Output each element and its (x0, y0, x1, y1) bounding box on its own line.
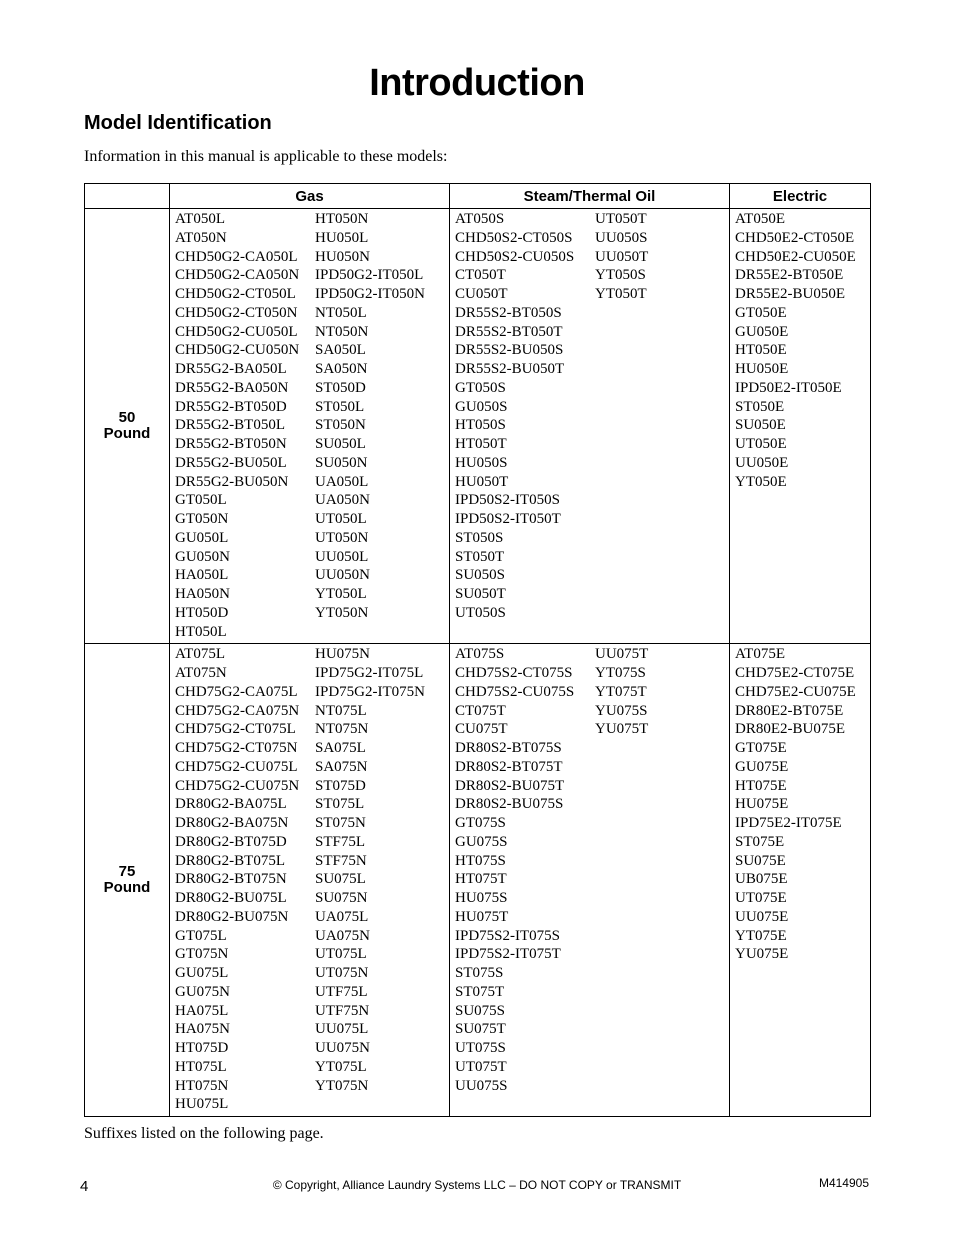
model-number: SU050T (455, 586, 506, 602)
model-number: UT075S (455, 1040, 506, 1056)
page-number: 4 (80, 1178, 89, 1195)
model-number: NT075N (315, 721, 369, 738)
model-number: STF75N (315, 852, 367, 869)
model-number: CHD50S2-CU050S (455, 248, 575, 265)
model-number: DR55G2-BT050L (175, 417, 285, 434)
model-number: GT075N (175, 946, 229, 963)
document-number: M414905 (818, 1176, 869, 1190)
model-number: CHD50G2-CT050N (175, 304, 298, 321)
header-row (85, 184, 871, 209)
header-gas: Gas (170, 184, 450, 209)
model-number: AT050L (175, 211, 225, 227)
model-number: SU075E (735, 852, 786, 869)
electric-models-cell (730, 209, 871, 644)
model-number: SA050N (315, 361, 368, 377)
model-number: YU075T (595, 721, 649, 738)
model-number: SU050L (315, 436, 366, 452)
model-number: UT050E (735, 436, 787, 452)
model-number: HT075N (175, 1077, 229, 1094)
model-number: HU075L (175, 1096, 229, 1113)
model-number: HT075L (175, 1058, 227, 1075)
model-number: SA075N (315, 758, 368, 775)
model-number: DR55S2-BT050S (455, 304, 562, 321)
model-number: UT050T (595, 211, 647, 227)
model-number: SU075N (315, 890, 368, 906)
model-number: CHD50G2-CU050L (175, 323, 298, 340)
model-number: UTF75L (315, 983, 368, 1000)
model-number: HU075S (455, 890, 508, 906)
model-number: UT075L (315, 946, 367, 963)
model-number: UU075L (315, 1021, 369, 1038)
model-number: AT075S (455, 646, 505, 663)
model-number: CU075T (455, 721, 508, 738)
model-number: HT050D (175, 604, 229, 621)
model-number: HU050L (315, 229, 369, 246)
model-number: ST050S (455, 529, 504, 546)
model-number: IPD50G2-IT050N (315, 286, 425, 302)
model-number: HT075S (455, 852, 506, 869)
model-number: HU050S (455, 454, 508, 471)
model-number: YT050L (315, 586, 367, 602)
model-number: HU075N (315, 646, 370, 663)
model-number: CHD50G2-CT050L (175, 286, 296, 302)
model-number: SU075T (455, 1021, 506, 1038)
header-empty (85, 184, 170, 209)
model-number: UU075E (735, 908, 789, 925)
model-number: HT075E (735, 777, 787, 794)
steam-models-cell (450, 644, 730, 1117)
copyright-notice: © Copyright, Alliance Laundry Systems LLC – DO NOT COPY or TRANSMIT (272, 1178, 682, 1192)
model-number: IPD50G2-IT050L (315, 267, 424, 284)
model-number: IPD50E2-IT050E (735, 379, 842, 396)
model-number: HU050T (455, 473, 509, 490)
model-number: HT050E (735, 342, 787, 359)
model-number: GU075L (175, 965, 229, 981)
electric-models-cell (730, 644, 871, 1117)
model-number: DR55G2-BA050N (175, 379, 289, 396)
model-number: GT075S (455, 815, 506, 831)
model-number: CHD50E2-CT050E (735, 229, 855, 246)
model-number: UA075N (315, 927, 370, 944)
model-number: UA050L (315, 473, 369, 490)
model-number: HA050L (175, 567, 229, 584)
model-number: UT075N (315, 965, 369, 981)
model-number: UA050N (315, 492, 370, 509)
row-label-75-pound (85, 644, 170, 1117)
model-number: AT075N (175, 665, 227, 681)
model-number: DR80S2-BU075T (455, 777, 565, 794)
model-number: HU050N (315, 248, 370, 265)
model-number: GU050S (455, 398, 508, 415)
model-number: HT050T (455, 436, 507, 452)
model-number: ST050E (735, 398, 785, 415)
model-number: CHD75G2-CT075L (175, 721, 296, 738)
model-number: YT075N (315, 1077, 369, 1094)
model-number: UT050N (315, 529, 369, 546)
model-number: YT075T (595, 683, 647, 700)
model-number: IPD50S2-IT050S (455, 492, 561, 509)
model-number: IPD75G2-IT075N (315, 683, 425, 700)
model-number: DR55G2-BT050D (175, 398, 287, 415)
model-number: HT050S (455, 417, 506, 434)
model-number: CHD75G2-CU075N (175, 777, 300, 794)
model-number: ST050L (315, 398, 365, 415)
intro-text: Information in this manual is applicable to these models: (84, 148, 448, 165)
model-number: UU075N (315, 1040, 370, 1056)
model-number: DR55S2-BU050T (455, 361, 565, 377)
model-number: GT075L (175, 927, 227, 944)
model-number: CHD75G2-CT075N (175, 740, 298, 756)
model-number: UU075S (455, 1077, 508, 1094)
model-number: DR55S2-BU050S (455, 342, 564, 359)
model-number: UT050S (455, 604, 506, 621)
model-number: ST050N (315, 417, 366, 434)
row-label-line: 50 (118, 409, 136, 427)
model-number: CU050T (455, 286, 508, 302)
row-label-line: Pound (103, 425, 151, 443)
model-number: DR80S2-BT075T (455, 758, 563, 775)
model-number: SU050N (315, 454, 368, 471)
model-number: HA050N (175, 586, 230, 602)
model-number: SU075S (455, 1002, 506, 1019)
model-number: YT050E (735, 473, 787, 490)
model-number: CHD75G2-CA075L (175, 683, 298, 700)
model-number: UU050T (595, 248, 649, 265)
model-number: AT050N (175, 229, 227, 246)
model-number: UT075T (455, 1058, 507, 1075)
model-number: HA075L (175, 1002, 229, 1019)
model-number: DR55G2-BT050N (175, 436, 287, 452)
model-number: YU075S (595, 702, 648, 719)
model-number: SU050E (735, 417, 786, 434)
row-label-line: Pound (103, 879, 151, 897)
model-number: UU050E (735, 454, 789, 471)
model-number: DR55E2-BU050E (735, 286, 845, 302)
model-number: DR55G2-BU050N (175, 473, 289, 490)
model-number: AT075E (735, 646, 785, 663)
model-number: ST075E (735, 833, 785, 850)
model-number: CHD50E2-CU050E (735, 248, 856, 265)
model-number: UT050L (315, 511, 367, 527)
model-number: YT075S (595, 665, 646, 681)
row-label-50-pound (85, 209, 170, 644)
model-number: DR55S2-BT050T (455, 323, 563, 340)
gas-models-cell (170, 644, 450, 1117)
table-row (85, 644, 871, 1117)
model-number: ST075T (455, 983, 505, 1000)
model-number: IPD75G2-IT075L (315, 665, 424, 681)
model-number: YT075L (315, 1058, 367, 1075)
model-number: YT050S (595, 267, 646, 284)
model-number: AT075L (175, 646, 225, 663)
model-number: CT050T (455, 267, 506, 284)
model-number: HU075T (455, 908, 509, 925)
model-number: SU075L (315, 871, 366, 888)
model-number: CHD50S2-CT050S (455, 229, 573, 246)
model-number: DR80G2-BT075L (175, 852, 285, 869)
model-number: GU075E (735, 758, 789, 775)
model-number: GU075S (455, 833, 508, 850)
model-number: DR80S2-BU075S (455, 796, 564, 813)
model-number: HT050L (175, 623, 227, 640)
model-number: ST050T (455, 548, 505, 565)
model-number: CHD75E2-CU075E (735, 683, 856, 700)
model-number: CHD75E2-CT075E (735, 665, 855, 681)
model-number: UB075E (735, 871, 788, 888)
model-number: ST075S (455, 965, 504, 981)
model-number: CHD50G2-CU050N (175, 342, 300, 359)
model-number: DR80G2-BA075L (175, 796, 287, 813)
model-number: DR55G2-BU050L (175, 454, 287, 471)
model-number: DR80G2-BT075D (175, 833, 287, 850)
model-number: SA050L (315, 342, 366, 359)
model-number: IPD50S2-IT050T (455, 511, 561, 527)
model-number: IPD75S2-IT075T (455, 946, 561, 963)
model-number: SA075L (315, 740, 366, 756)
model-number: UU050N (315, 567, 370, 584)
model-number: HU050E (735, 361, 789, 377)
model-number: HT050N (315, 211, 369, 227)
model-number: HT075T (455, 871, 507, 888)
model-number: GU050L (175, 529, 229, 546)
model-number: DR80E2-BU075E (735, 721, 845, 738)
model-number: NT050N (315, 323, 369, 340)
model-number: CHD50G2-CA050N (175, 267, 300, 284)
model-number: UU050S (595, 229, 648, 246)
model-number: ST075L (315, 796, 365, 813)
model-number: IPD75E2-IT075E (735, 815, 842, 831)
model-number: GU050E (735, 323, 789, 340)
model-number: CHD75G2-CU075L (175, 758, 298, 775)
footnote: Suffixes listed on the following page. (84, 1125, 324, 1142)
model-number: DR80E2-BT075E (735, 702, 844, 719)
model-number: CHD75G2-CA075N (175, 702, 300, 719)
model-number: GT050S (455, 379, 506, 396)
header-steam: Steam/Thermal Oil (450, 184, 730, 209)
model-number: YU075E (735, 946, 789, 963)
model-number: DR80S2-BT075S (455, 740, 562, 756)
model-number: DR80G2-BA075N (175, 815, 289, 831)
model-number: DR80G2-BT075N (175, 871, 287, 888)
model-number: DR80G2-BU075L (175, 890, 287, 906)
steam-models-cell (450, 209, 730, 644)
model-number: UU050L (315, 548, 369, 565)
section-title: Model Identification (84, 112, 272, 134)
table-row (85, 209, 871, 644)
model-number: CHD75S2-CU075S (455, 683, 575, 700)
model-number: GU050N (175, 548, 230, 565)
model-number: UTF75N (315, 1002, 370, 1019)
model-number: DR80G2-BU075N (175, 908, 289, 925)
model-number: GT050E (735, 304, 787, 321)
model-number: HA075N (175, 1021, 230, 1038)
page-title: Introduction (369, 62, 585, 104)
model-number: DR55G2-BA050L (175, 361, 287, 377)
model-number: CHD50G2-CA050L (175, 248, 298, 265)
model-number: UU075T (595, 646, 649, 663)
model-number: ST075D (315, 777, 366, 794)
model-number: YT075E (735, 927, 787, 944)
model-number: ST050D (315, 379, 366, 396)
model-number: GU075N (175, 983, 230, 1000)
model-number: AT050S (455, 211, 505, 227)
model-number: GT050L (175, 492, 227, 509)
header-electric: Electric (730, 184, 871, 209)
model-number: HT075D (175, 1040, 229, 1056)
model-number: SU050S (455, 567, 506, 584)
model-number: GT075E (735, 740, 787, 756)
model-number: CHD75S2-CT075S (455, 665, 573, 681)
model-table (84, 183, 871, 1117)
model-number: ST075N (315, 815, 366, 831)
model-number: HU075E (735, 796, 789, 813)
model-number: YT050N (315, 604, 369, 621)
model-number: CT075T (455, 702, 506, 719)
model-number: UA075L (315, 908, 369, 925)
gas-models-cell (170, 209, 450, 644)
model-number: NT075L (315, 702, 367, 719)
model-number: NT050L (315, 304, 367, 321)
model-number: DR55E2-BT050E (735, 267, 844, 284)
model-number: IPD75S2-IT075S (455, 927, 561, 944)
model-number: STF75L (315, 833, 366, 850)
model-number: GT050N (175, 511, 229, 527)
row-label-line: 75 (118, 863, 136, 881)
model-number: AT050E (735, 211, 785, 227)
model-number: YT050T (595, 286, 647, 302)
model-number: UT075E (735, 890, 787, 906)
